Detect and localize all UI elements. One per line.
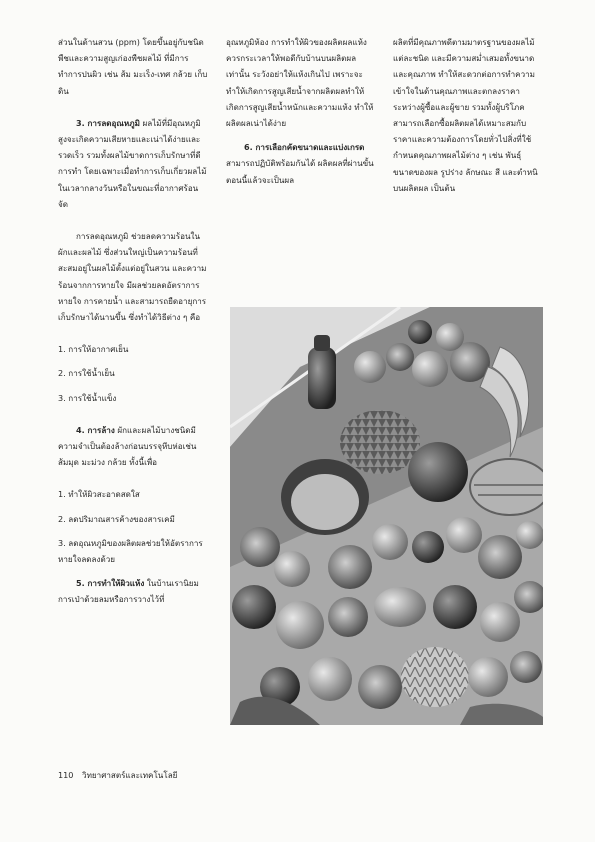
paragraph-text: สามารถปฏิบัติพร้อมกันได้ ผลิตผลที่ผ่านขั้นตอนนี้แล้วจะเป็นผล (226, 158, 374, 185)
paragraph-text: ในบ้านเรานิยมการเป่าด้วยลมหรือการวางไว้ที่ (58, 578, 199, 605)
paragraph: อุณหภูมิห้อง การทำให้ผิวของผลิตผลแห้งควรกระเวลาให้พอดีกับบ้านบนผลิตผลเท่านั้น ระวังอย่าให้แห้งเกินไป เพราะจะทำให้เกิดการสูญเสียน้ำจากผลิตผลทำให้เกิดการสูญเสียน้ำหนักและความแห้ง ทำให้ผลิตผลเน่าได้ง่าย (226, 37, 374, 129)
section-heading: 4. การล้าง (76, 424, 115, 435)
text-column-3 (393, 34, 541, 196)
paragraph (58, 422, 208, 471)
page-number: 110 (58, 770, 74, 780)
paragraph (58, 115, 208, 212)
paragraph: ส่วนในด้านสวน (ppm) โดยขึ้นอยู่กับชนิดพืชและความสูญเก่องพืชผลไม้ ที่มีการทำการปนผิว เช่น ส้ม มะเร็ง-เทศ กล้วย เก็บดิน (58, 37, 208, 96)
text-column-2 (226, 34, 374, 188)
paragraph: ผลิตที่มีคุณภาพดีตามมาตรฐานของผลไม้แต่ละชนิด และมีความสม่ำเสมอทั้งขนาดและคุณภาพ ทำให้สะดวกต่อการทำความเข้าใจในด้านคุณภาพและตกลงราคาระหว่างผู้ซื้อและผู้ขาย รวมทั้งผู้บริโภคสามารถเลือกซื้อผลิตผลได้เหมาะสมกับราคาและความต้องการโดยทั่วไปสิ่งที่ใช้กำหนดคุณภาพผลไม้ต่าง ๆ เช่น พันธุ์ ขนาดของผล รูปร่าง ลักษณะ สี และตำหนิบนผลิตผล เป็นต้น (393, 37, 538, 193)
paragraph: การลดอุณหภูมิ ช่วยลดความร้อนในผักและผลไม้ ซึ่งส่วนใหญ่เป็นความร้อนที่สะสมอยู่ในผลไม้ตั้งแต่อยู่ในสวน และความร้อนจากการหายใจ มีผลช่วยลดอัตราการหายใจ การคายน้ำ และสามารถยืดอายุการเก็บรักษาได้นานขึ้น ซึ่งทำได้วิธีต่าง ๆ คือ (58, 231, 207, 323)
section-heading: 6. การเลือกคัดขนาดและแบ่งเกรด (244, 142, 365, 153)
paragraph (226, 139, 374, 188)
list-item: 1. การให้อากาศเย็น (58, 344, 129, 355)
paragraph-text: ผลไม้ที่มีอุณหภูมิสูงจะเกิดความเสียหายและเน่าได้ง่ายและรวดเร็ว รวมทั้งผลไม้ขาดการเก็บรักษาที่ดีการทำ โดยเฉพาะเมื่อทำการเก็บเกี่ยวผลไม้ในเวลากลางวันหรือในขณะที่อากาศร้อนจัด (58, 117, 207, 209)
list-item: 1. ทำให้ผิวสะอาดสดใส (58, 489, 140, 500)
list-item: 3. ลดอุณหภูมิของผลิตผลช่วยให้อัตราการหายใจลดลงด้วย (58, 537, 203, 565)
fruit-photo (230, 307, 543, 725)
list-item: 2. การใช้น้ำเย็น (58, 368, 115, 379)
running-title: วิทยาศาสตร์และเทคโนโลยี (82, 770, 178, 780)
paragraph (58, 575, 208, 607)
list-item: 3. การใช้น้ำแข็ง (58, 392, 117, 403)
paragraph-text: ผักและผลไม้บางชนิดมีความจำเป็นต้องล้างก่อนบรรจุหีบห่อเช่น ส้มมุด มะม่วง กล้วย ทั้งนี้เพื่อ (58, 424, 197, 468)
section-heading: 3. การลดอุณหภูมิ (76, 117, 140, 128)
text-column-1 (58, 34, 208, 608)
list-item: 2. ลดปริมาณสารค้างของสารเคมี (58, 513, 175, 524)
page-footer (58, 768, 228, 782)
section-heading: 5. การทำให้ผิวแห้ง (76, 578, 145, 589)
